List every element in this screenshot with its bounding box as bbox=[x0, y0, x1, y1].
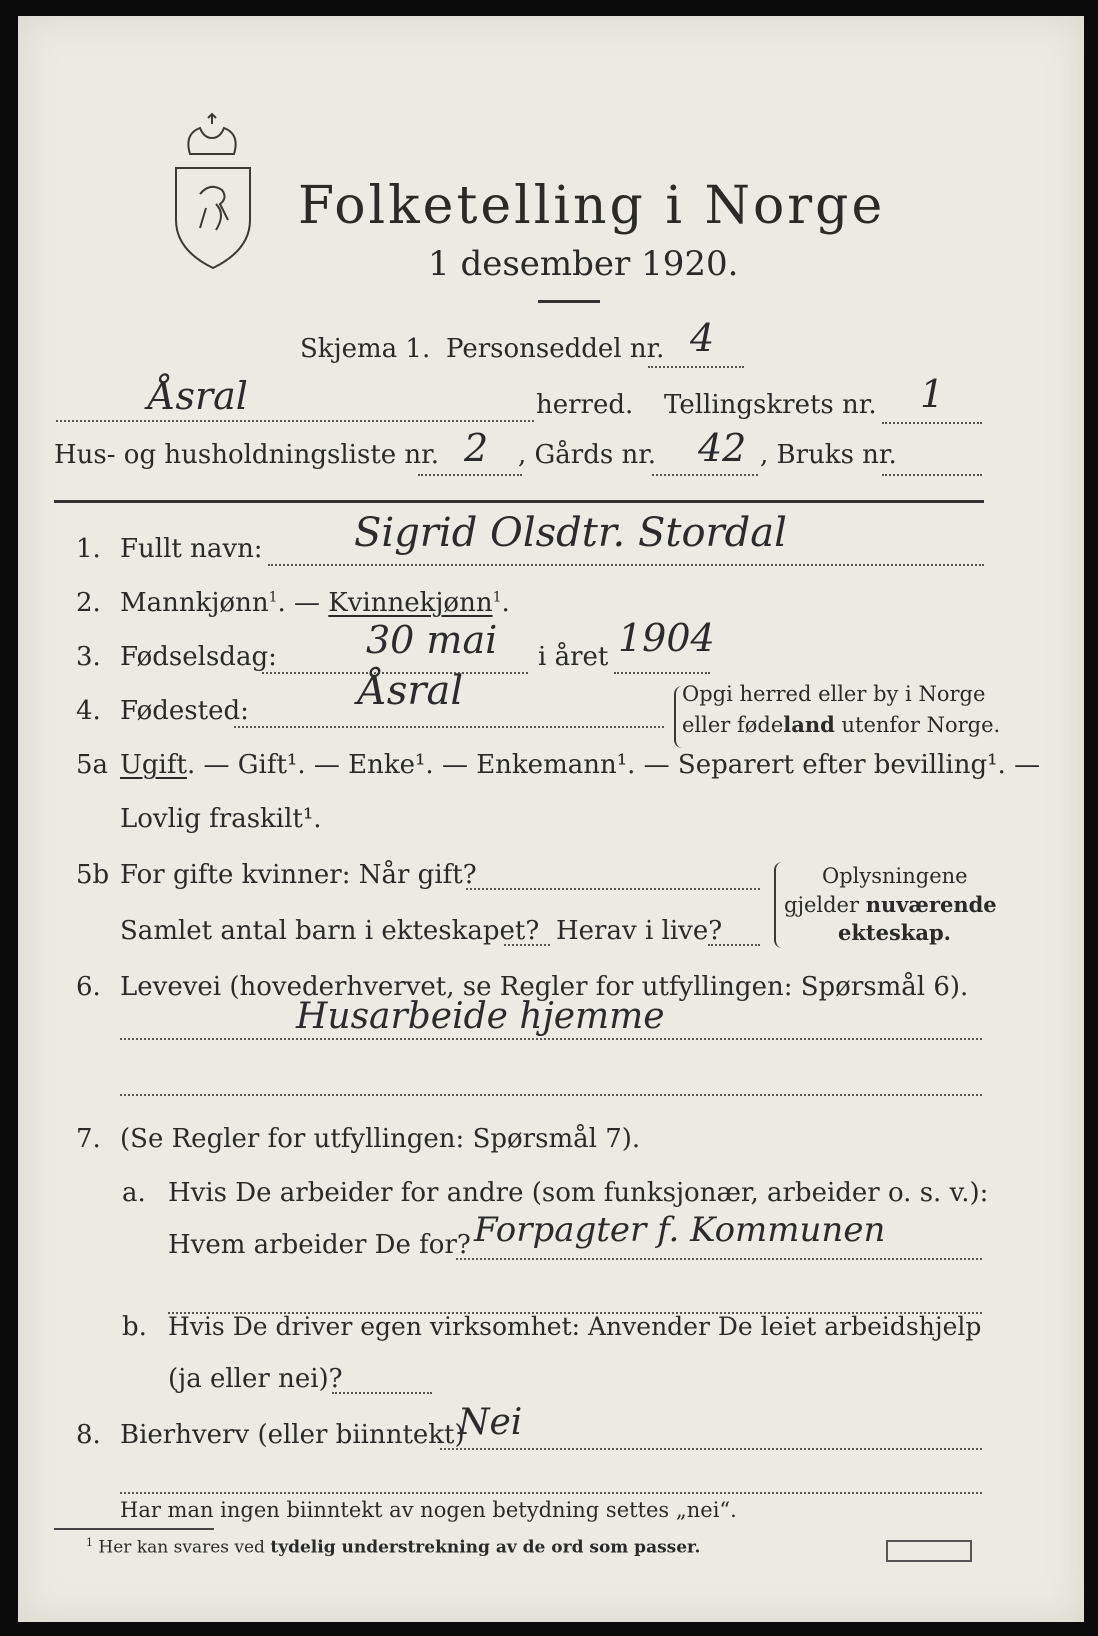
q5b-label-3: Herav i live? bbox=[556, 916, 723, 946]
q8-number: 8. bbox=[76, 1420, 101, 1450]
q7b-number: b. bbox=[122, 1312, 147, 1342]
personseddel-line bbox=[648, 366, 744, 368]
gards-value: 42 bbox=[698, 426, 747, 470]
q7b-line bbox=[332, 1392, 432, 1394]
q1-line bbox=[268, 564, 984, 566]
q8-note: Har man ingen biinntekt av nogen betydning settes „nei“. bbox=[120, 1498, 737, 1522]
q5a-text bbox=[120, 750, 1040, 780]
q5b-number: 5b bbox=[76, 860, 110, 890]
hus-line bbox=[418, 474, 522, 476]
q4-note-2c: utenfor Norge. bbox=[834, 713, 1001, 737]
printer-stamp bbox=[886, 1540, 972, 1562]
q2-sup-1: 1 bbox=[268, 589, 278, 606]
q5b-note-2b: nuværende bbox=[865, 892, 997, 917]
q8-value: Nei bbox=[458, 1402, 523, 1443]
q5b-note-1: Oplysningene bbox=[822, 864, 968, 888]
q5b-note-3: ekteskap. bbox=[838, 920, 951, 945]
footnote-text-a: Her kan svares ved bbox=[98, 1537, 271, 1558]
q3-year-line bbox=[614, 672, 710, 674]
q2-sep: . — bbox=[277, 588, 329, 618]
q2-mann: Mannkjønn bbox=[120, 588, 269, 618]
q4-label: Fødested: bbox=[120, 696, 249, 726]
q5a-number: 5a bbox=[76, 750, 109, 780]
q5b-note-2a: gjelder bbox=[784, 893, 866, 917]
q7-label: (Se Regler for utfyllingen: Spørsmål 7). bbox=[120, 1124, 641, 1154]
title-rule bbox=[538, 300, 600, 303]
tellingskrets-line bbox=[882, 422, 982, 424]
census-date: 1 desember 1920. bbox=[428, 244, 739, 284]
header-divider bbox=[54, 500, 984, 503]
q7a-question: Hvem arbeider De for? bbox=[168, 1230, 471, 1260]
q6-line-1 bbox=[120, 1038, 982, 1040]
tellingskrets-label: Tellingskrets nr. bbox=[664, 390, 877, 420]
footnote-text-b: tydelig understrekning av de ord som passer. bbox=[270, 1537, 701, 1558]
skjema-label: Skjema 1. bbox=[300, 334, 431, 364]
q6-number: 6. bbox=[76, 972, 101, 1002]
coat-of-arms-icon bbox=[168, 112, 258, 272]
q5b-line-3 bbox=[708, 944, 760, 946]
q3-number: 3. bbox=[76, 642, 101, 672]
q2-end: . bbox=[501, 588, 510, 618]
q4-value: Åsral bbox=[358, 668, 464, 714]
q4-note-2a: eller føde bbox=[682, 713, 784, 737]
gards-line bbox=[652, 474, 758, 476]
q3-label: Fødselsdag: bbox=[120, 642, 277, 672]
hus-label: Hus- og husholdningsliste nr. bbox=[54, 440, 440, 470]
q7a-value: Forpagter f. Kommunen bbox=[474, 1210, 886, 1250]
q3-year: 1904 bbox=[618, 616, 715, 660]
q5b-line-1 bbox=[466, 888, 760, 890]
q6-label: Levevei (hovederhvervet, se Regler for utfyllingen: Spørsmål 6). bbox=[120, 972, 969, 1002]
q4-note-1: Opgi herred eller by i Norge bbox=[682, 682, 986, 706]
q4-number: 4. bbox=[76, 696, 101, 726]
bruks-label: , Bruks nr. bbox=[760, 440, 897, 470]
q5b-label-2: Samlet antal barn i ekteskapet? bbox=[120, 916, 540, 946]
form-title: Folketelling i Norge bbox=[298, 176, 886, 236]
q7b-label: Hvis De driver egen virksomhet: Anvender De leiet arbeidshjelp bbox=[168, 1312, 982, 1341]
footnote bbox=[86, 1536, 700, 1558]
q2-text bbox=[120, 588, 510, 618]
tellingskrets-value: 1 bbox=[920, 372, 945, 416]
personseddel-label: Personseddel nr. bbox=[446, 334, 665, 364]
footnote-rule bbox=[54, 1528, 214, 1530]
q5a-rest: . — Gift¹. — Enke¹. — Enkemann¹. — Separert efter bevilling¹. — bbox=[186, 750, 1041, 780]
gards-label: , Gårds nr. bbox=[518, 440, 657, 470]
q5b-label-1: For gifte kvinner: Når gift? bbox=[120, 860, 477, 890]
census-form bbox=[18, 16, 1084, 1622]
q5b-note-2 bbox=[784, 892, 997, 917]
personseddel-value: 4 bbox=[690, 316, 715, 360]
q6-value: Husarbeide hjemme bbox=[296, 996, 665, 1037]
q1-label: Fullt navn: bbox=[120, 534, 263, 564]
herred-label: herred. bbox=[536, 390, 634, 420]
q5b-line-2 bbox=[504, 944, 550, 946]
q7a-number: a. bbox=[122, 1178, 146, 1208]
hus-value: 2 bbox=[464, 426, 489, 470]
footnote-mark: 1 bbox=[86, 1536, 93, 1549]
q2-kvinne: Kvinnekjønn bbox=[328, 588, 493, 618]
q6-line-2 bbox=[120, 1094, 982, 1096]
q5a-ugift: Ugift bbox=[120, 750, 187, 780]
q1-number: 1. bbox=[76, 534, 101, 564]
q5a-line-2: Lovlig fraskilt¹. bbox=[120, 804, 322, 834]
q8-line-2 bbox=[120, 1492, 982, 1494]
q4-note-2 bbox=[682, 712, 1000, 737]
q8-label: Bierhverv (eller biinntekt) bbox=[120, 1420, 465, 1450]
q7a-label: Hvis De arbeider for andre (som funksjonær, arbeider o. s. v.): bbox=[168, 1178, 989, 1208]
q2-sup-2: 1 bbox=[492, 589, 502, 606]
herred-line bbox=[56, 420, 534, 422]
bruks-line bbox=[882, 474, 982, 476]
q7a-line-1 bbox=[456, 1258, 982, 1260]
q3-value: 30 mai bbox=[366, 618, 498, 662]
q8-line-1 bbox=[440, 1448, 982, 1450]
q4-note-2b: land bbox=[783, 712, 835, 737]
q7b-question: (ja eller nei)? bbox=[168, 1364, 343, 1394]
q1-value: Sigrid Olsdtr. Stordal bbox=[354, 510, 787, 556]
q4-line bbox=[234, 726, 664, 728]
q7-number: 7. bbox=[76, 1124, 101, 1154]
q3-aaret: i året bbox=[538, 642, 609, 672]
q2-number: 2. bbox=[76, 588, 101, 618]
herred-value: Åsral bbox=[148, 374, 248, 418]
